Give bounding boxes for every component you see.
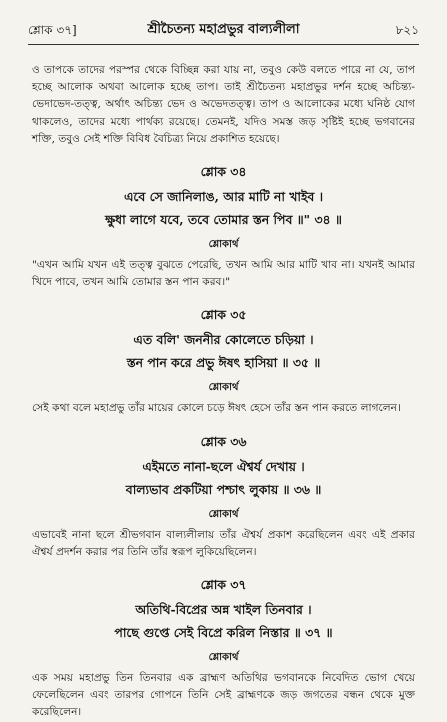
verse-section-36 [32,434,415,561]
intro-line: মধ্যে ঘনিষ্ঠ যোগ থাকলেও, তাদের মধ্যে পার্থক্য রয়েছে। তেমনই, যদিও সমস্ত জড় [32,98,415,128]
verse-section-35 [32,307,415,417]
header-title: শ্রীচৈতন্য মহাপ্রভুর বাল্যলীলা [147,22,300,37]
page-body [32,62,415,722]
translation-line: আমার খিদে পাবে, তখন আমি তোমার স্তন পান করব।" [32,259,415,289]
translation-paragraph [32,257,415,291]
verse-section-34 [32,164,415,291]
intro-line: সৃষ্টিই হচ্ছে ভগবানের শক্তি, তবুও সেই শক্তি বিবিধ বৈচিত্র্য নিয়ে প্রকাশিত হয়েছে। [32,115,415,145]
verse-line: বাল্যভাব প্রকটিয়া পশ্চাৎ লুকায় ॥ ৩৬ ॥ [125,481,322,497]
translation-paragraph [32,527,415,561]
verse-line: এবে সে জানিলাঙ, আর মাটি না খাইব । [123,189,324,205]
verse-heading: শ্লোক ৩৫ [200,307,247,323]
verse-line: পাছে গুপ্তে সেই বিপ্রে করিল নিস্তার ॥ ৩৭ ॥ [114,625,333,641]
translation-line: ফেলেছিলেন এবং তারপর গোপনে তিনি সেই ব্রাহ্মণকে জড় জগতের বন্ধন থেকে [32,689,393,702]
translation-heading: শ্লোকার্থ [208,239,239,251]
verse-line: এইমতে নানা-ছলে ঐশ্বর্য দেখায় । [142,458,305,474]
intro-paragraph [32,62,415,148]
verse-heading: শ্লোক ৩৪ [200,164,247,180]
intro-line: ও তাপকে তাদের পরস্পর থেকে বিচ্ছিন্ন করা যায় না, তবুও কেউ বলতে পারে না [32,64,375,76]
verse-heading: শ্লোক ৩৭ [200,577,247,593]
translation-line: লাগলেন। [360,402,401,415]
translation-line: এভাবেই নানা ছলে শ্রীভগবান বাল্যলীলায় তাঁর ঐশ্বর্য প্রকাশ করেছিলেন এবং এই [32,528,386,541]
translation-paragraph [32,670,415,722]
translation-line: সেই কথা বলে মহাপ্রভু তাঁর মায়ের কোলে চড়ে ঈষৎ হেসে তাঁর স্তন পান করতে [32,402,358,415]
verse-section-37 [32,577,415,722]
translation-line: মুক্ত করেছিলেন। [32,689,415,719]
intro-line: হচ্ছে অচিন্ত্য-ভেদাভেদ-তত্ত্ব, অর্থাৎ অচিন্ত্য ভেদ ও অভেদতত্ত্ব। তাপ ও আলোকের [32,81,415,111]
translation-heading: শ্লোকার্থ [208,382,239,394]
verse-line: এত বলি' জননীর কোলেতে চড়িয়া । [133,332,314,348]
translation-paragraph [32,400,415,417]
translation-line: "এখন আমি যখন এই তত্ত্ব বুঝতে পেরেছি, তখন আমি আর মাটি খাব না। যখনই [32,259,384,272]
translation-line: প্রকার ঐশ্বর্য প্রদর্শন করার পর তিনি তাঁর স্বরূপ লুকিয়েছিলেন। [32,528,415,558]
translation-heading: শ্লোকার্থ [208,652,239,664]
translation-heading: শ্লোকার্থ [208,508,239,520]
verse-line: অতিথি-বিপ্রের অন্ন খাইল তিনবার । [135,602,312,618]
running-header [28,18,419,42]
page-number: ৮২১ [395,23,419,37]
verse-line: স্তন পান করে প্রভু ঈষৎ হাসিয়া ॥ ৩৫ ॥ [126,355,321,371]
intro-line: যে, তাপ হচ্ছে আলোক অথবা আলোক হচ্ছে তাপ। তাই শ্রীচৈতন্য মহাপ্রভুর দর্শন [32,64,415,94]
header-verse-reference: শ্লোক ৩৭] [28,23,77,37]
verse-line: ক্ষুধা লাগে যবে, তবে তোমার স্তন পিব ॥" ৩৪ ॥ [105,212,342,228]
translation-line: এক সময় মহাপ্রভু তিন তিনবার এক ব্রাহ্মণ অতিথির ভগবানকে নিবেদিত ভোগ খেয়ে [32,672,415,685]
header-divider [28,44,419,45]
verse-heading: শ্লোক ৩৬ [200,433,247,449]
